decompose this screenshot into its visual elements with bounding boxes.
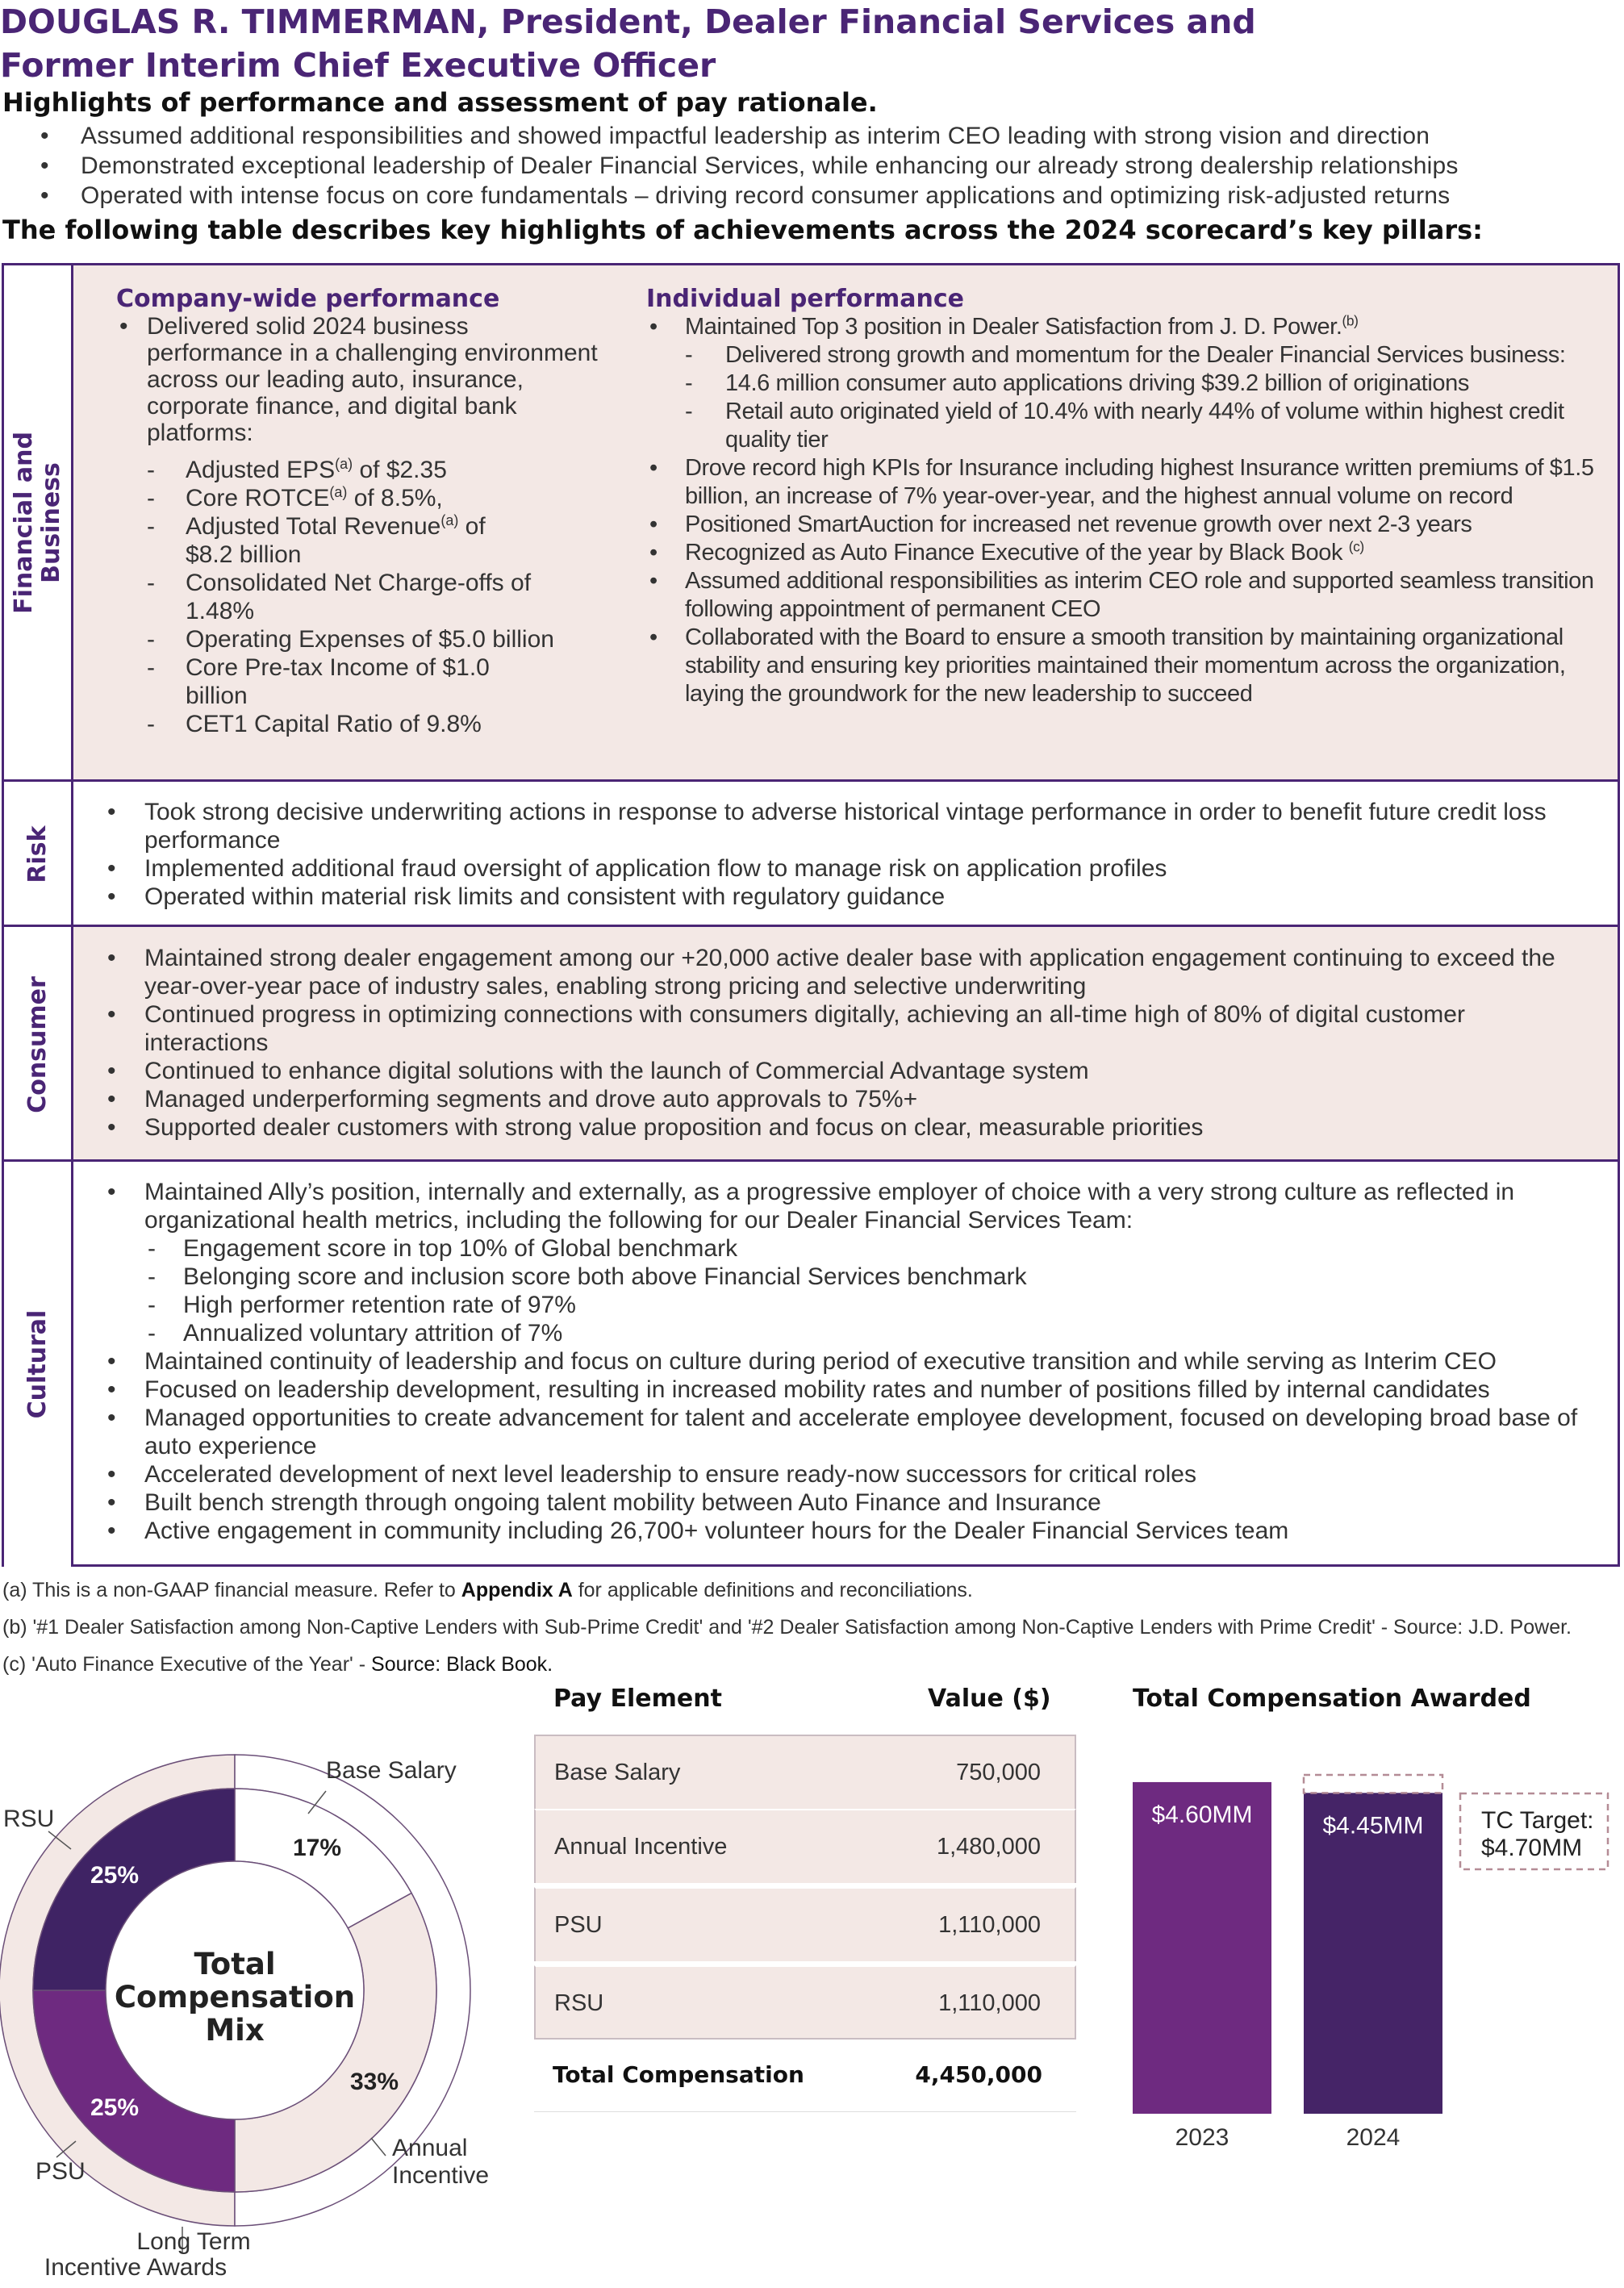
legend-annual-incentive-1: Annual [392,2135,468,2161]
table-intro: The following table describes key highlights of achievements across the 2024 scorecard’s key pillars: [2,215,1483,245]
compensation-mix-chart [0,1743,516,2288]
legend-base-salary: Base Salary [326,1757,457,1784]
individual-bullets [646,313,1614,708]
pay-total-name: Total Compensation [553,2061,804,2088]
pillar-row-consumer [4,925,1618,1162]
slice-pct-psu: 25% [90,2094,140,2121]
risk-bullet: • Implemented additional fraud oversight of application flow to manage risk on application profiles [73,854,1590,883]
bar-category-2024: 2024 [1346,2124,1401,2151]
highlight-bullet: • Assumed additional responsibilities and showed impactful leadership as interim CEO leading with strong vision and direction [0,121,1605,151]
pay-row-name: PSU [554,1912,603,1938]
bar-label-2024: $4.45MM [1322,1812,1424,1839]
cultural-sub-bullet: - Annualized voluntary attrition of 7% [73,1319,1590,1347]
cultural-bullet: • Accelerated development of next level leadership to ensure ready-now successors for critical roles [73,1460,1590,1488]
individual-bullet: • Assumed additional responsibilities as interim CEO role and supported seamless transition following appointment of permanent CEO [646,567,1614,624]
highlight-bullet: • Demonstrated exceptional leadership of Dealer Financial Services, while enhancing our already strong dealership relationships [0,151,1605,181]
cultural-bullet: • Built bench strength through ongoing talent mobility between Auto Finance and Insurance [73,1488,1590,1517]
footnote-c: (c) 'Auto Finance Executive of the Year' - Source: Black Book. [2,1653,553,1676]
company-wide-column [116,285,600,738]
individual-bullet: • Collaborated with the Board to ensure a smooth transition by maintaining organizational stability and ensuring key priorities maintained their momentum across the organization, laying the groundwork for the new leadership to succeed [646,624,1614,708]
metric-item: - CET1 Capital Ratio of 9.8% [116,710,600,738]
pay-row-value: 1,110,000 [938,1990,1041,2016]
metric-item: - Adjusted EPS$^{(a)}$ of $2.35 [116,456,600,484]
pay-row-value: 750,000 [956,1760,1041,1785]
legend-ltia-2: Incentive Awards [44,2254,228,2281]
metric-item: - Adjusted Total Revenue$^{(a)}$ of $8.2 billion [116,512,508,569]
tc-target-outline [1304,1775,1442,1793]
metric-item: - Consolidated Net Charge-offs of 1.48% [116,569,541,625]
title-line-2: Former Interim Chief Executive Officer [0,46,716,85]
cultural-bullet: • Active engagement in community including 26,700+ volunteer hours for the Dealer Financial Services team [73,1517,1590,1545]
company-wide-heading: Company-wide performance [116,285,500,313]
pay-row [534,1887,1076,1961]
highlight-bullets [0,121,1605,211]
pay-row-name: Base Salary [554,1760,681,1785]
individual-bullet: • Recognized as Auto Finance Executive of the year by Black Book $^{(c)}$ [646,539,1614,567]
individual-bullet: • Drove record high KPIs for Insurance including highest Insurance written premiums of $1.5 billion, an increase of 7% year-over-year, and the highest annual volume on record [646,454,1614,511]
pay-total-value: 4,450,000 [915,2061,1042,2088]
pillar-row-financial [4,265,1618,779]
individual-heading: Individual performance [646,285,964,313]
consumer-bullet: • Supported dealer customers with strong value proposition and focus on clear, measurable priorities [73,1113,1590,1142]
individual-sub-bullet: - Retail auto originated yield of 10.4% with nearly 44% of volume within highest credit quality tier [646,398,1614,454]
pillar-row-cultural [4,1159,1618,1567]
pillar-content-cultural [73,1162,1618,1567]
page-title [0,0,1605,87]
bar-chart-title: Total Compensation Awarded [1133,1685,1531,1713]
bar-label-2023: $4.60MM [1151,1801,1253,1828]
pay-row-name: Annual Incentive [554,1834,728,1860]
pillar-row-risk [4,779,1618,927]
pillar-content-consumer [73,927,1618,1162]
individual-column [646,285,1614,708]
bar-category-2023: 2023 [1175,2124,1229,2151]
legend-rsu: RSU [3,1806,55,1832]
individual-bullet: • Positioned SmartAuction for increased net revenue growth over next 2-3 years [646,511,1614,539]
slice-pct-rsu: 25% [90,1862,140,1889]
metric-item: - Core ROTCE$^{(a)}$ of 8.5%, [116,484,600,512]
pay-table-col-value: Value ($) [928,1685,1051,1713]
footnote-a: (a) This is a non-GAAP financial measure. Refer to Appendix A for applicable definitions and reconciliations. [2,1579,973,1601]
donut-center-title-2: Compensation [114,1980,356,2015]
pillar-label-consumer: Consumer [4,927,73,1162]
pay-row-name: RSU [554,1990,604,2016]
total-comp-bar-chart [1121,1743,1624,2162]
consumer-bullet: • Continued progress in optimizing connections with consumers digitally, achieving an all-time high of 80% of digital customer interactions [73,1000,1590,1057]
highlight-bullet: • Operated with intense focus on core fundamentals – driving record consumer applications and optimizing risk-adjusted returns [0,181,1605,211]
pay-row [534,1965,1076,2040]
donut-center-title-3: Mix [205,2013,265,2048]
pay-total-row [534,2038,1076,2112]
cultural-sub-bullet: - High performer retention rate of 97% [73,1291,1590,1319]
cultural-bullet: • Managed opportunities to create advancement for talent and accelerate employee development, focused on developing broad base of auto experience [73,1404,1590,1460]
legend-ltia-1: Long Term [136,2228,251,2255]
legend-psu: PSU [35,2158,86,2185]
metric-item: - Core Pre-tax Income of $1.0 billion [116,653,508,710]
slice-pct-annual-incentive: 33% [350,2069,399,2095]
bar-2024 [1304,1793,1442,2114]
pillar-label-risk: Risk [4,782,73,927]
cultural-bullet: • Focused on leadership development, resulting in increased mobility rates and number of positions filled by internal candidates [73,1376,1590,1404]
cultural-sub-bullet: - Belonging score and inclusion score both above Financial Services benchmark [73,1263,1590,1291]
tc-target-label-2: $4.70MM [1481,1835,1583,1861]
pillars-table [2,263,1620,1567]
cultural-bullet: • Maintained Ally’s position, internally and externally, as a progressive employer of choice with a very strong culture as reflected in organizational health metrics, including the following for our Dealer Financial Services Team: [73,1178,1590,1234]
individual-sub-bullet: - 14.6 million consumer auto applications driving $39.2 billion of originations [646,370,1614,398]
pay-row-value: 1,110,000 [938,1912,1041,1938]
individual-bullet: • Maintained Top 3 position in Dealer Satisfaction from J. D. Power.$^{(b)}$ [646,313,1614,341]
pay-table-col-element: Pay Element [553,1685,722,1713]
donut-center-title-1: Total [194,1947,276,1981]
title-line-1: DOUGLAS R. TIMMERMAN, President, Dealer Financial Services and [0,2,1256,41]
bar-2023 [1133,1782,1271,2114]
pay-row [534,1809,1076,1883]
pillar-content-financial [73,265,1618,779]
subtitle: Highlights of performance and assessment of pay rationale. [2,87,878,118]
company-bullet: • Delivered solid 2024 business performance in a challenging environment across our leading auto, insurance, corporate finance, and digital bank platforms: [116,313,600,446]
pillar-content-risk [73,782,1618,927]
pillar-label-financial: Financial and Business [4,265,73,779]
metric-item: - Operating Expenses of $5.0 billion [116,625,600,653]
cultural-sub-bullet: - Engagement score in top 10% of Global benchmark [73,1234,1590,1263]
slice-pct-base-salary: 17% [293,1835,342,1861]
tc-target-label-1: TC Target: [1481,1807,1594,1834]
bars-group [1133,1775,1442,2114]
cultural-bullet: • Maintained continuity of leadership and focus on culture during period of executive transition and while serving as Interim CEO [73,1347,1590,1376]
consumer-bullet: • Continued to enhance digital solutions with the launch of Commercial Advantage system [73,1057,1590,1085]
footnote-b: (b) '#1 Dealer Satisfaction among Non-Captive Lenders with Sub-Prime Credit' and '#2 Dealer Satisfaction among Non-Captive Lenders with Prime Credit' - Source: J.D. Power. [2,1616,1572,1639]
risk-bullet: • Operated within material risk limits and consistent with regulatory guidance [73,883,1590,911]
risk-bullet: • Took strong decisive underwriting actions in response to adverse historical vintage performance in order to benefit future credit loss performance [73,798,1590,854]
consumer-bullet: • Managed underperforming segments and drove auto approvals to 75%+ [73,1085,1590,1113]
consumer-bullet: • Maintained strong dealer engagement among our +20,000 active dealer base with application engagement continuing to exceed the year-over-year pace of industry sales, enabling strong pricing and selective underwriting [73,944,1590,1000]
pillar-label-cultural: Cultural [4,1162,73,1567]
individual-sub-bullet: - Delivered strong growth and momentum for the Dealer Financial Services business: [646,341,1614,370]
legend-annual-incentive-2: Incentive [392,2162,490,2189]
company-metrics [116,456,600,738]
pay-row-value: 1,480,000 [936,1834,1041,1860]
pay-row [534,1735,1076,1809]
